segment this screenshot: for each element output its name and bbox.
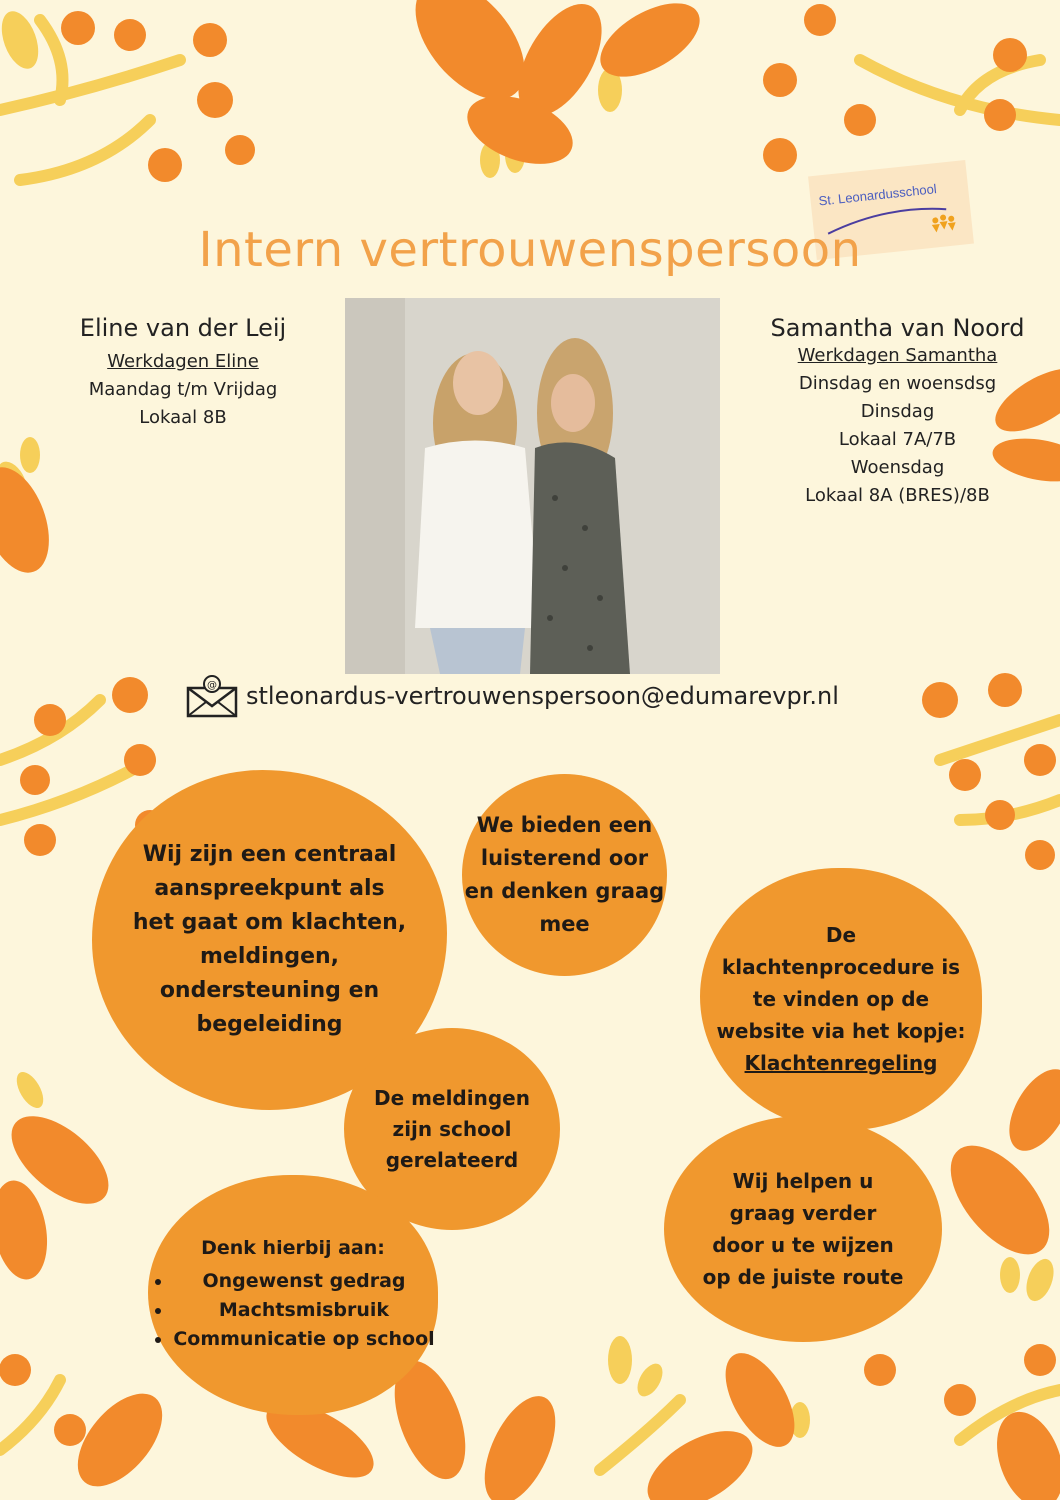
photo-illustration — [345, 298, 720, 674]
page-title: Intern vertrouwenspersoon — [198, 222, 862, 278]
bubble-think-of — [148, 1175, 438, 1415]
person-name: Samantha van Noord — [770, 314, 1025, 342]
email-address[interactable]: stleonardus-vertrouwenspersoon@edumarevpr.nl — [246, 682, 839, 710]
bubble-text: De klachtenprocedure is te vinden op de website via het kopje: — [716, 923, 966, 1043]
workdays-line: Lokaal 8A (BRES)/8B — [805, 485, 990, 506]
bubble-text: De meldingen zijn school gerelateerd — [374, 1085, 530, 1172]
list-item: • Machtsmisbruik — [173, 1297, 434, 1323]
list-item: • Ongewenst gedrag — [173, 1268, 434, 1294]
person-samantha — [755, 314, 1040, 510]
workdays-heading: Werkdagen Samantha — [797, 345, 998, 366]
workdays-heading: Werkdagen Eline — [107, 351, 259, 372]
room-value: Lokaal 8B — [139, 407, 227, 428]
bubble-procedure — [700, 868, 982, 1130]
bubble-listen — [462, 774, 667, 976]
complaints-link[interactable]: Klachtenregeling — [744, 1051, 938, 1075]
person-name: Eline van der Leij — [79, 314, 287, 342]
team-photo — [345, 298, 720, 674]
svg-text:@: @ — [207, 680, 217, 691]
bubble-title: Denk hierbij aan: — [201, 1237, 385, 1259]
school-logo-text: St. Leonardusschool — [817, 181, 938, 209]
bubble-text: Wij helpen u graag verder door u te wijzen op de juiste route — [702, 1169, 904, 1289]
workdays-line: Lokaal 7A/7B — [838, 429, 957, 450]
envelope-icon — [186, 674, 238, 718]
workdays-value: Maandag t/m Vrijdag — [88, 379, 278, 400]
list-item: • Communicatie op school — [173, 1326, 434, 1352]
workdays-line: Dinsdag — [860, 401, 935, 422]
workdays-line: Dinsdag en woensdsg — [798, 373, 997, 394]
bubble-help — [664, 1116, 942, 1342]
think-list — [151, 1265, 434, 1355]
person-eline — [60, 314, 306, 432]
bubble-text: We bieden een luisterend oor en denken graag mee — [464, 813, 665, 936]
workdays-line: Woensdag — [850, 457, 945, 478]
bubble-text: Wij zijn een centraal aanspreekpunt als het gaat om klachten, meldingen, ondersteuning en begeleiding — [132, 842, 407, 1037]
email-row — [186, 674, 839, 718]
